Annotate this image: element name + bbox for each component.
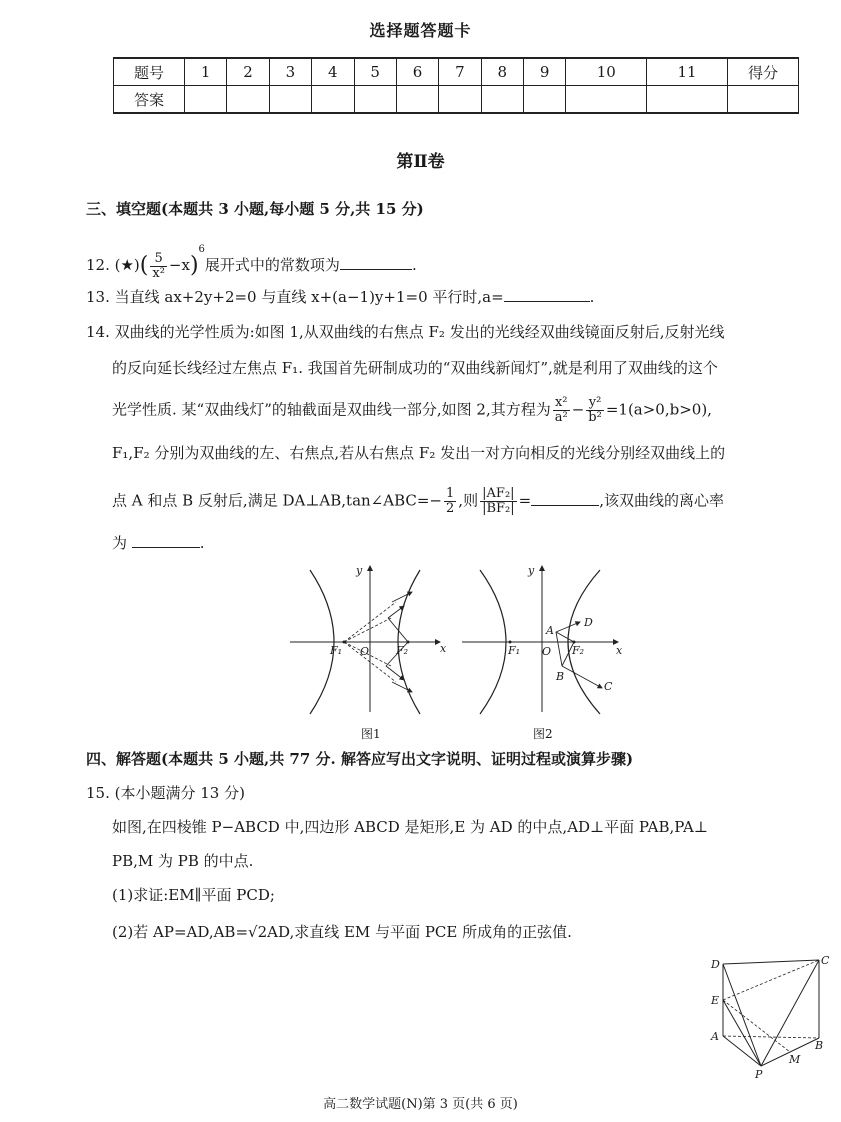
table-cell: 9 bbox=[524, 58, 566, 86]
table-row bbox=[114, 58, 799, 86]
fraction bbox=[444, 487, 456, 516]
svg-text:B: B bbox=[815, 1039, 824, 1052]
svg-text:F₁: F₁ bbox=[330, 644, 343, 657]
q12-term: −x bbox=[168, 256, 190, 274]
svg-text:x: x bbox=[616, 644, 623, 657]
answer-cell[interactable] bbox=[312, 86, 354, 114]
q15-line-2: PB,M 为 PB 的中点. bbox=[112, 852, 254, 870]
question-15-header: 15. (本小题满分 13 分) bbox=[86, 784, 245, 802]
figure-2-hyperbola-diagram bbox=[460, 562, 626, 720]
answer-cell[interactable] bbox=[227, 86, 269, 114]
answer-cell[interactable] bbox=[647, 86, 728, 114]
answer-cell[interactable] bbox=[524, 86, 566, 114]
table-cell: 得分 bbox=[728, 58, 799, 86]
figure-1-caption: 图1 bbox=[361, 727, 381, 741]
section-heading: 三、填空题(本题共 3 小题,每小题 5 分,共 15 分) bbox=[86, 200, 424, 218]
fraction bbox=[480, 487, 517, 516]
svg-text:D: D bbox=[584, 616, 593, 629]
period: . bbox=[411, 256, 417, 274]
svg-text:M: M bbox=[789, 1053, 801, 1066]
table-cell: 10 bbox=[566, 58, 647, 86]
answer-cell[interactable] bbox=[269, 86, 311, 114]
svg-text:C: C bbox=[821, 954, 830, 967]
answer-blank[interactable] bbox=[132, 533, 200, 548]
answer-cell[interactable] bbox=[481, 86, 523, 114]
q15-part-1: (1)求证:EM∥平面 PCD; bbox=[112, 886, 275, 904]
answer-cell[interactable] bbox=[439, 86, 481, 114]
table-cell: 5 bbox=[354, 58, 396, 86]
answer-blank[interactable] bbox=[531, 491, 599, 506]
figure-2-caption: 图2 bbox=[533, 727, 553, 741]
table-cell: 2 bbox=[227, 58, 269, 86]
q14-text: =1(a>0,b>0), bbox=[605, 400, 712, 419]
frac-den: a² bbox=[554, 410, 568, 425]
svg-text:P: P bbox=[755, 1068, 763, 1081]
svg-text:A: A bbox=[711, 1030, 719, 1043]
frac-num: x² bbox=[553, 396, 570, 411]
frac-den: x² bbox=[152, 265, 165, 281]
svg-text:E: E bbox=[711, 994, 720, 1007]
answer-cell[interactable] bbox=[354, 86, 396, 114]
table-cell: 6 bbox=[396, 58, 438, 86]
fraction bbox=[150, 252, 167, 281]
q14-line-1: 14. 双曲线的光学性质为:如图 1,从双曲线的右焦点 F₂ 发出的光线经双曲线镜面反射后,反射光线 bbox=[86, 323, 725, 341]
svg-text:A: A bbox=[546, 624, 554, 637]
frac-den: |BF₂| bbox=[482, 501, 515, 516]
fraction bbox=[586, 396, 604, 425]
q14-line-3 bbox=[112, 396, 712, 425]
table-cell: 答案 bbox=[114, 86, 185, 114]
q15-part-2: (2)若 AP=AD,AB=√2AD,求直线 EM 与平面 PCE 所成角的正弦值. bbox=[112, 923, 572, 941]
frac-num: 5 bbox=[150, 252, 167, 267]
answer-cell[interactable] bbox=[396, 86, 438, 114]
frac-den: b² bbox=[588, 410, 602, 425]
q14-line-6 bbox=[112, 533, 205, 553]
figure-1-hyperbola-diagram bbox=[288, 562, 454, 720]
q14-text: 光学性质. 某“双曲线灯”的轴截面是双曲线一部分,如图 2,其方程为 bbox=[112, 400, 551, 419]
equals-sign: = bbox=[518, 491, 532, 510]
table-cell: 4 bbox=[312, 58, 354, 86]
q12-prefix: 12. (★) bbox=[86, 256, 140, 274]
period: . bbox=[589, 288, 595, 306]
answer-card-title: 选择题答题卡 bbox=[369, 21, 472, 40]
table-cell: 11 bbox=[647, 58, 728, 86]
page-footer: 高二数学试题(N)第 3 页(共 6 页) bbox=[323, 1097, 518, 1112]
table-cell: 题号 bbox=[114, 58, 185, 86]
svg-text:y: y bbox=[528, 564, 535, 577]
answer-table bbox=[113, 57, 799, 114]
q14-text: 点 A 和点 B 反射后,满足 DA⊥AB,tan∠ABC=− bbox=[112, 491, 443, 510]
frac-num: y² bbox=[586, 396, 604, 411]
answer-blank[interactable] bbox=[340, 255, 412, 270]
frac-num: |AF₂| bbox=[480, 487, 517, 502]
frac-den: 2 bbox=[446, 501, 455, 516]
svg-text:x: x bbox=[440, 642, 447, 655]
question-13 bbox=[86, 287, 594, 307]
q12-text: 展开式中的常数项为 bbox=[204, 256, 340, 274]
svg-text:y: y bbox=[356, 564, 363, 577]
svg-text:O: O bbox=[360, 645, 370, 658]
question-12: 12. (★)( $\frac{5}{\text{x²}}$ −x)$^6$展开式中的常数项为 . bbox=[86, 244, 417, 281]
q14-text: ,该双曲线的离心率 bbox=[599, 491, 724, 510]
q14-line-4: F₁,F₂ 分别为双曲线的左、右焦点,若从右焦点 F₂ 发出一对方向相反的光线分别经双曲线上的 bbox=[112, 444, 726, 462]
table-row bbox=[114, 86, 799, 114]
table-cell: 7 bbox=[439, 58, 481, 86]
table-cell: 3 bbox=[269, 58, 311, 86]
q14-line-5 bbox=[112, 487, 724, 516]
exponent: 6 bbox=[198, 244, 205, 255]
minus-sign: − bbox=[571, 400, 585, 419]
frac-num: 1 bbox=[446, 486, 455, 501]
table-cell: 8 bbox=[481, 58, 523, 86]
q14-line-2: 的反向延长线经过左焦点 F₁. 我国首先研制成功的“双曲线新闻灯”,就是利用了双曲线的这个 bbox=[112, 359, 718, 377]
svg-text:B: B bbox=[556, 670, 565, 683]
svg-text:O: O bbox=[542, 645, 552, 658]
period: . bbox=[199, 534, 205, 552]
answer-cell[interactable] bbox=[566, 86, 647, 114]
pyramid-figure bbox=[705, 952, 830, 1082]
q14-text: ,则 bbox=[458, 491, 479, 510]
svg-text:C: C bbox=[604, 680, 613, 693]
q15-line-1: 如图,在四棱锥 P−ABCD 中,四边形 ABCD 是矩形,E 为 AD 的中点,AD⊥平面 PAB,PA⊥ bbox=[112, 818, 708, 836]
fraction bbox=[553, 396, 570, 425]
svg-text:F₂: F₂ bbox=[572, 644, 585, 657]
answer-blank[interactable] bbox=[504, 287, 590, 302]
svg-text:F₁: F₁ bbox=[508, 644, 521, 657]
score-cell[interactable] bbox=[728, 86, 799, 114]
section-heading: 四、解答题(本题共 5 小题,共 77 分. 解答应写出文字说明、证明过程或演算步骤) bbox=[86, 750, 634, 768]
table-cell: 1 bbox=[185, 58, 227, 86]
svg-text:F₂: F₂ bbox=[396, 644, 409, 657]
answer-cell[interactable] bbox=[185, 86, 227, 114]
svg-text:D: D bbox=[711, 958, 720, 971]
q13-text: 13. 当直线 ax+2y+2=0 与直线 x+(a−1)y+1=0 平行时,a= bbox=[86, 288, 504, 306]
part-title: 第Ⅱ卷 bbox=[396, 152, 445, 172]
q14-text: 为 bbox=[112, 534, 128, 552]
